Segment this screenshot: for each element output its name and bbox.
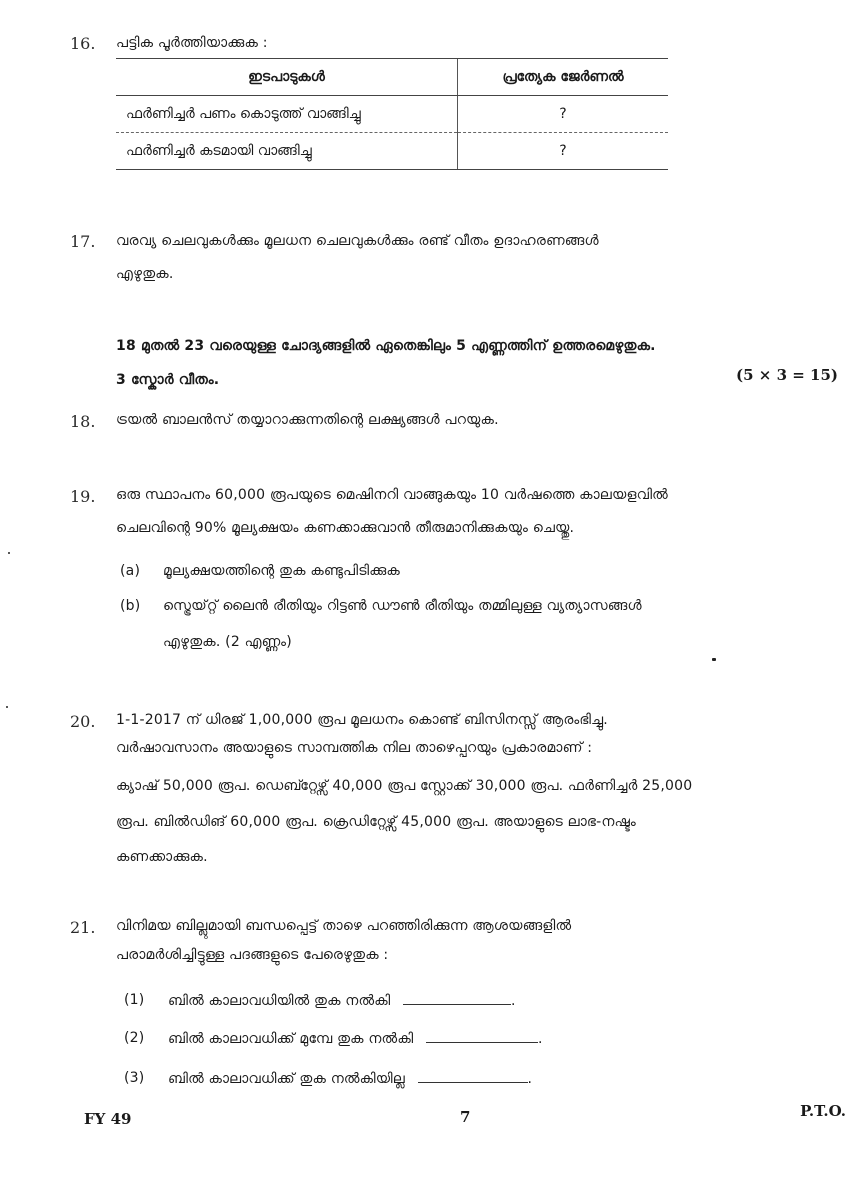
table-row [116,96,668,133]
answer-blank [403,992,511,1005]
answer-blank [418,1070,528,1083]
q21-item-text-value: ബിൽ കാലാവധിക്ക് തുക നൽകിയില്ല [168,1071,405,1087]
q20-line3: ക്യാഷ് 50,000 രൂപ. ഡെബ്റ്റേഴ്സ് 40,000 രൂപ സ്റ്റോക്ക് 30,000 രൂപ. ഫർണിച്ചർ 25,000 [116,778,693,794]
q20-line2: വർഷാവസാനം അയാളുടെ സാമ്പത്തിക നില താഴെപ്പറയും പ്രകാരമാണ് : [116,740,593,756]
table-cell: ? [458,133,669,170]
pto-label: P.T.O. [800,1102,846,1120]
q20-number: 20. [70,712,96,731]
q21-item-label: (1) [124,992,145,1008]
q16-title: പട്ടിക പൂർത്തിയാക്കുക : [116,35,268,51]
q21-item-label: (2) [124,1030,145,1046]
q21-item-text: ബിൽ കാലാവധിയിൽ തുക നൽകി . [168,993,516,1009]
q21-line1: വിനിമയ ബില്ലുമായി ബന്ധപ്പെട്ട് താഴെ പറഞ്ഞിരിക്കുന്ന ആശയങ്ങളിൽ [116,918,572,934]
answer-blank [426,1030,538,1043]
table-header-row [116,59,668,96]
q21-number: 21. [70,918,96,937]
section-marks: (5 × 3 = 15) [736,366,838,384]
section-instruction: 18 മുതൽ 23 വരെയുള്ള ചോദ്യങ്ങളിൽ ഏതെങ്കിലും 5 എണ്ണത്തിന് ഉത്തരമെഴുതുക. [116,338,656,354]
q18-text: ട്രയൽ ബാലൻസ് തയ്യാറാക്കുന്നതിന്റെ ലക്ഷ്യങ്ങൾ പറയുക. [116,412,499,428]
table-cell: ഫർണിച്ചർ കടമായി വാങ്ങിച്ചു [116,133,458,170]
q16-number: 16. [70,34,96,53]
q19-number: 19. [70,487,96,506]
q19-a-text: മൂല്യക്ഷയത്തിന്റെ തുക കണ്ടുപിടിക്കുക [163,563,400,579]
scan-speck [6,706,8,708]
q19-line1: ഒരു സ്ഥാപനം 60,000 രൂപയുടെ മെഷിനറി വാങ്ങുകയും 10 വർഷത്തെ കാലയളവിൽ [116,487,668,503]
page-number: 7 [460,1108,471,1126]
q17-line1: വരവ്യ ചെലവുകൾക്കും മൂലധന ചെലവുകൾക്കും രണ്ട് വീതം ഉദാഹരണങ്ങൾ [116,233,599,249]
table-header-cell: ഇടപാടുകൾ [116,59,458,96]
q21-line2: പരാമർശിച്ചിട്ടുള്ള പദങ്ങളുടെ പേരെഴുതുക : [116,947,389,963]
q17-number: 17. [70,232,96,251]
q21-item-text: ബിൽ കാലാവധിക്ക് തുക നൽകിയില്ല . [168,1071,533,1087]
q21-item-label: (3) [124,1070,145,1086]
q20-line1: 1-1-2017 ന് ധിരജ് 1,00,000 രൂപ മൂലധനം കൊണ്ട് ബിസിനസ്സ് ആരംഭിച്ചു. [116,712,608,728]
q20-line4: രൂപ. ബിൽഡിങ് 60,000 രൂപ. ക്രെഡിറ്റേഴ്സ് 45,000 രൂപ. അയാളുടെ ലാഭ-നഷ്ടം [116,814,636,830]
q19-b-line1: സ്ട്രെയ്റ്റ് ലൈൻ രീതിയും റിട്ടൺ ഡൗൺ രീതിയും തമ്മിലുള്ള വ്യത്യാസങ്ങൾ [163,598,642,614]
table-cell: ഫർണിച്ചർ പണം കൊടുത്ത് വാങ്ങിച്ചു [116,96,458,133]
q16-table [116,58,668,170]
table-row [116,133,668,170]
q19-b-label: (b) [120,598,141,614]
q19-line2: ചെലവിന്റെ 90% മൂല്യക്ഷയം കണക്കാക്കുവാൻ തീരുമാനിക്കുകയും ചെയ്തു. [116,520,575,536]
q19-b-line2: എഴുതുക. (2 എണ്ണം) [163,634,292,650]
q18-number: 18. [70,412,96,431]
table-header-cell: പ്രത്യേക ജേർണൽ [458,59,669,96]
q21-item-text-value: ബിൽ കാലാവധിക്ക് മുമ്പേ തുക നൽകി [168,1031,414,1047]
q19-a-label: (a) [120,563,141,579]
scan-speck [712,658,716,661]
footer-code: FY 49 [84,1110,132,1128]
table-cell: ? [458,96,669,133]
q17-line2: എഴുതുക. [116,266,174,282]
q21-item-text-value: ബിൽ കാലാവധിയിൽ തുക നൽകി [168,993,391,1009]
q20-line5: കണക്കാക്കുക. [116,849,208,865]
section-score-note: 3 സ്കോർ വീതം. [116,372,220,388]
q21-item-text: ബിൽ കാലാവധിക്ക് മുമ്പേ തുക നൽകി . [168,1031,543,1047]
scan-speck [8,552,10,554]
